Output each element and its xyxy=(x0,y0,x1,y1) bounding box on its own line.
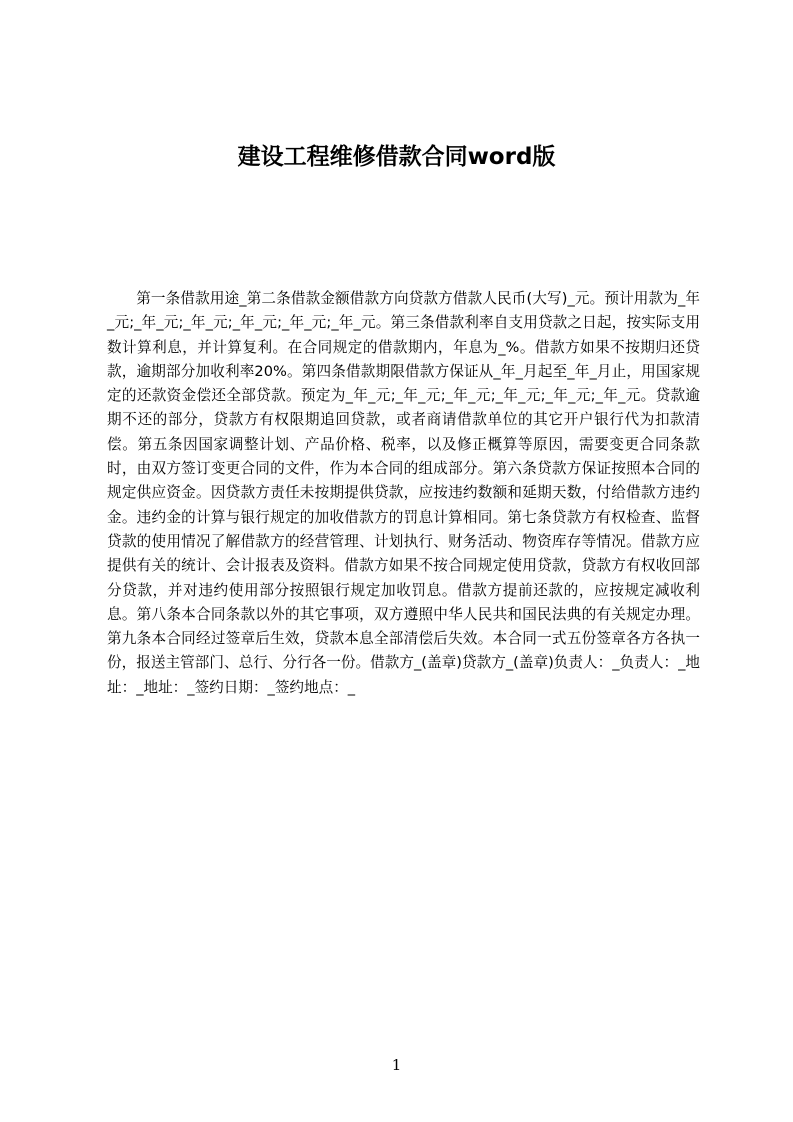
document-title: 建设工程维修借款合同word版 xyxy=(237,144,556,170)
contract-body-text: 第一条借款用途_第二条借款金额借款方向贷款方借款人民币(大写)_元。预计用款为_年_元;_年_元;_年_元;_年_元;_年_元;_年_元。第三条借款利率自支用贷款之日起，按实际支用数计算利息，并计算复利。在合同规定的借款期内，年息为_%。借款方如果不按期归还贷款，逾期部分加收利率20%。第四条借款期限借款方保证从_年_月起至_年_月止，用国家规定的还款资金偿还全部贷款。预定为_年_元;_年_元;_年_元;_年_元;_年_元;_年_元。贷款逾期不还的部分，贷款方有权限期追回贷款，或者商请借款单位的其它开户银行代为扣款清偿。第五条因国家调整计划、产品价格、税率，以及修正概算等原因，需要变更合同条款时，由双方签订变更合同的文件，作为本合同的组成部分。第六条贷款方保证按照本合同的规定供应资金。因贷款方责任未按期提供贷款，应按违约数额和延期天数，付给借款方违约金。违约金的计算与银行规定的加收借款方的罚息计算相同。第七条贷款方有权检查、监督贷款的使用情况了解借款方的经营管理、计划执行、财务活动、物资库存等情况。借款方应提供有关的统计、会计报表及资料。借款方如果不按合同规定使用贷款，贷款方有权收回部分贷款，并对违约使用部分按照银行规定加收罚息。借款方提前还款的，应按规定减收利息。第八条本合同条款以外的其它事项，双方遵照中华人民共和国民法典的有关规定办理。第九条本合同经过签章后生效，贷款本息全部清偿后失效。本合同一式五份签章各方各执一份，报送主管部门、总行、分行各一份。借款方_(盖章)贷款方_(盖章)负责人：_负责人：_地址：_地址：_签约日期：_签约地点：_ xyxy=(107,290,700,696)
page-number: 1 xyxy=(391,1056,402,1074)
